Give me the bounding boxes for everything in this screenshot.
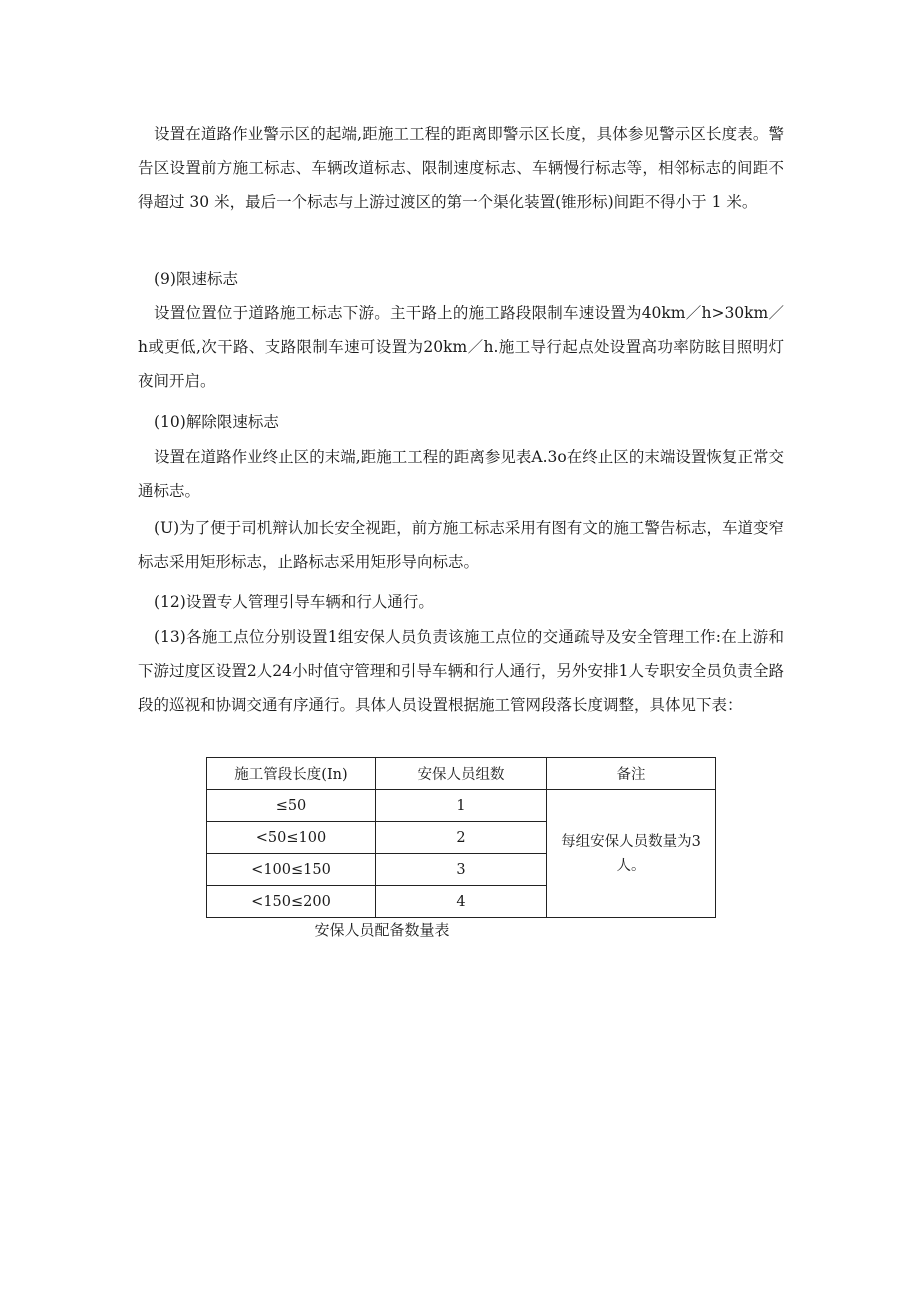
cell-groups: 4: [376, 886, 547, 918]
paragraph-driver-visibility: (U)为了便于司机辩认加长安全视距，前方施工标志采用有图有文的施工警告标志，车道变窄标志采用矩形标志，止路标志采用矩形导向标志。: [138, 519, 784, 571]
cell-groups: 3: [376, 854, 547, 886]
paragraph-speed-limit: 设置位置位于道路施工标志下游。主干路上的施工路段限制车速设置为40km／h>30km／h或更低,次干路、支路限制车速可设置为20km／h.施工导行起点处设置高功率防眩目照明灯夜间开启。: [138, 304, 784, 390]
header-remarks: 备注: [547, 758, 716, 790]
heading-speed-limit-sign: (9)限速标志: [154, 270, 238, 288]
cell-length: <50≤100: [207, 822, 376, 854]
cell-groups: 1: [376, 790, 547, 822]
table-header-row: [207, 758, 716, 790]
table-caption: 安保人员配备数量表: [314, 921, 450, 939]
paragraph-dedicated-staff: (12)设置专人管理引导车辆和行人通行。: [154, 593, 434, 611]
paragraph-security-staff: (13)各施工点位分别设置1组安保人员负责该施工点位的交通疏导及安全管理工作:在上游和下游过度区设置2人24小时值守管理和引导车辆和行人通行，另外安排1人专职安全员负责全路段的巡视和协调交通有序通行。具体人员设置根据施工管网段落长度调整，具体见下表：: [138, 628, 784, 714]
security-staff-table: [206, 757, 716, 918]
header-section-length: 施工管段长度(In): [207, 758, 376, 790]
cell-length: <150≤200: [207, 886, 376, 918]
heading-end-speed-limit: (10)解除限速标志: [154, 413, 279, 431]
cell-remarks-note: 每组安保人员数量为3人。: [547, 790, 716, 918]
table-row: [207, 790, 716, 822]
cell-length: ≤50: [207, 790, 376, 822]
cell-groups: 2: [376, 822, 547, 854]
header-group-count: 安保人员组数: [376, 758, 547, 790]
paragraph-warning-zone: 设置在道路作业警示区的起端,距施工工程的距离即警示区长度，具体参见警示区长度表。警告区设置前方施工标志、车辆改道标志、限制速度标志、车辆慢行标志等，相邻标志的间距不得超过 30 米，最后一个标志与上游过渡区的第一个渠化装置(锥形标)间距不得小于 1 米。: [138, 125, 784, 211]
paragraph-end-zone: 设置在道路作业终止区的末端,距施工工程的距离参见表A.3o在终止区的末端设置恢复正常交通标志。: [138, 448, 784, 500]
cell-length: <100≤150: [207, 854, 376, 886]
